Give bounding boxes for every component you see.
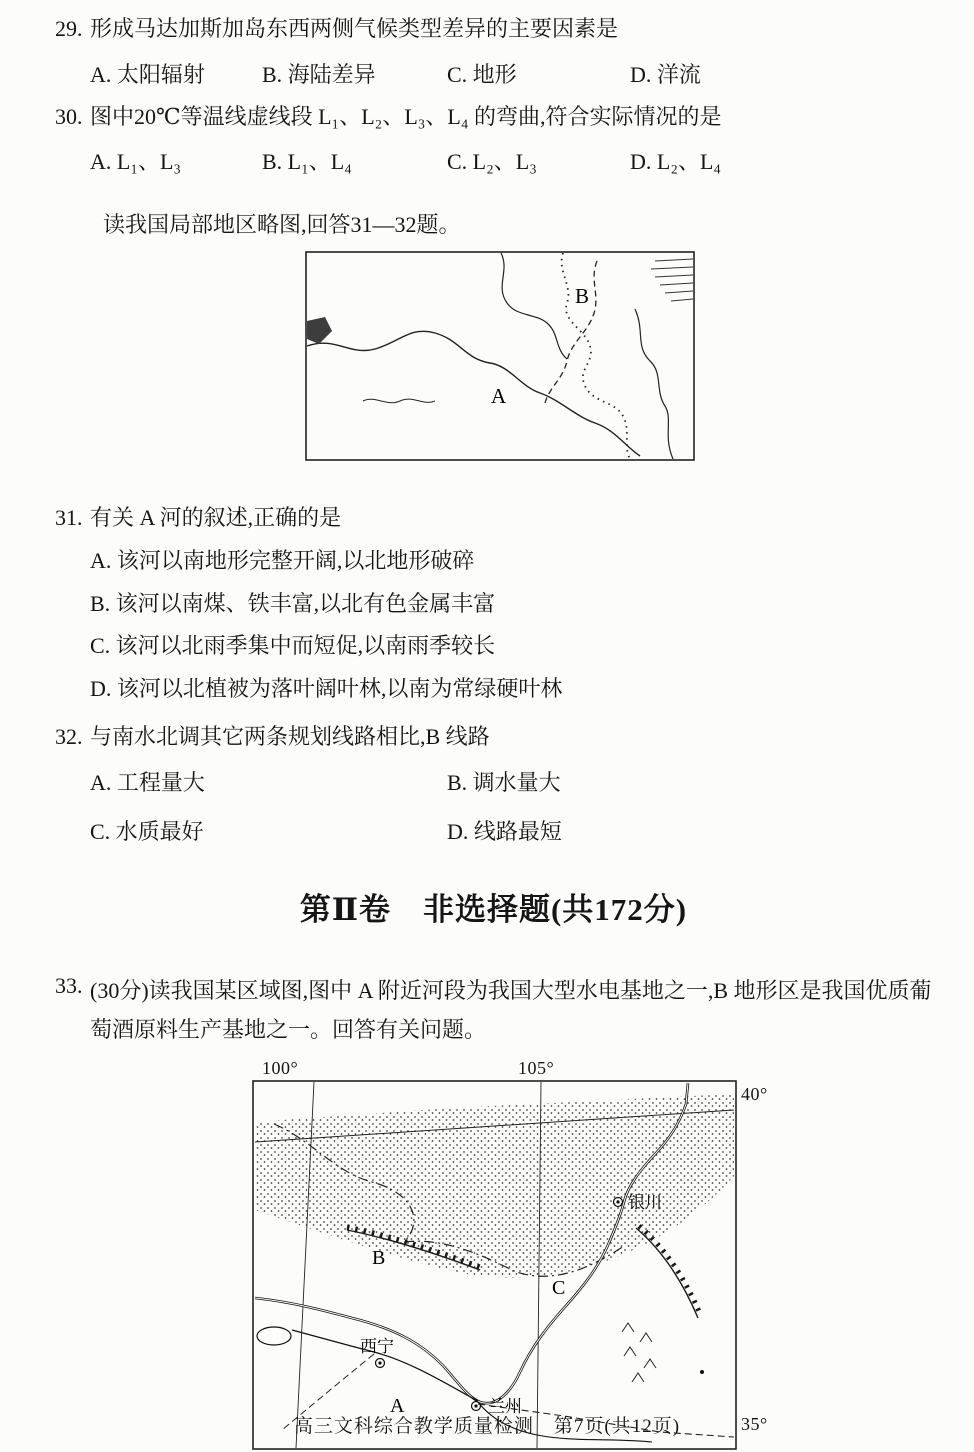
options-row bbox=[90, 58, 932, 89]
question-number: 29. bbox=[55, 16, 83, 41]
shaded-terrain-patch bbox=[307, 317, 332, 344]
question-number: 31. bbox=[55, 505, 83, 531]
map1-intro-text: 读我国局部地区略图,回答31—32题。 bbox=[103, 212, 461, 238]
city-lanzhou-symbol bbox=[472, 1401, 481, 1410]
desert-stipple-region bbox=[255, 1094, 734, 1278]
option-d: D. 洋流 bbox=[630, 61, 701, 87]
map-border bbox=[306, 252, 694, 460]
longitude-label-105: 105° bbox=[518, 1057, 555, 1078]
qinghai-lake bbox=[257, 1327, 291, 1345]
map-label-a: A bbox=[390, 1394, 405, 1417]
question-number: 33. bbox=[55, 972, 83, 998]
option-d: D. 线路最短 bbox=[447, 818, 562, 844]
option-a: A. 工程量大 bbox=[90, 769, 205, 795]
route-b-dashed-line bbox=[545, 261, 597, 403]
option-b: B. 海陆差异 bbox=[262, 61, 376, 87]
question-stem: 图中20℃等温线虚线段 L₁、L₂、L₃、L₄ 的弯曲,符合实际情况的是 bbox=[90, 103, 722, 129]
china-partial-region-map bbox=[305, 251, 695, 461]
river-a bbox=[307, 332, 640, 457]
city-label-xining: 西宁 bbox=[360, 1336, 394, 1356]
question-stem: 形成马达加斯加岛东西两侧气候类型差异的主要因素是 bbox=[90, 16, 619, 41]
latitude-label-40: 40° bbox=[741, 1083, 768, 1104]
question-31 bbox=[55, 503, 932, 703]
question-29 bbox=[55, 14, 932, 89]
map-label-b: B bbox=[575, 284, 590, 309]
options-list bbox=[90, 546, 932, 704]
option-a: A. L₁、L₃ bbox=[90, 149, 182, 175]
question-30 bbox=[55, 102, 932, 177]
question-stem: 有关 A 河的叙述,正确的是 bbox=[90, 505, 342, 531]
map-label-c: C bbox=[552, 1276, 566, 1299]
minor-stream bbox=[363, 400, 435, 404]
option-d: D. 该河以北植被为落叶阔叶林,以南为常绿硬叶林 bbox=[90, 676, 563, 702]
yellow-river-region-map bbox=[252, 1080, 737, 1450]
question-number: 32. bbox=[55, 723, 83, 749]
question-stem: (30分)读我国某区域图,图中 A 附近河段为我国大型水电基地之一,B 地形区是我国优质葡萄酒原料生产基地之一。回答有关问题。 bbox=[90, 977, 932, 1043]
latitude-label-35: 35° bbox=[741, 1413, 768, 1434]
map-label-b: B bbox=[372, 1246, 386, 1269]
map1-figure bbox=[305, 251, 695, 461]
northern-river bbox=[501, 253, 567, 359]
option-c: C. 该河以北雨季集中而短促,以南雨季较长 bbox=[90, 633, 496, 659]
option-c: C. 地形 bbox=[447, 61, 517, 87]
question-33 bbox=[55, 971, 932, 1050]
question-32 bbox=[55, 722, 932, 846]
option-a: A. 太阳辐射 bbox=[90, 61, 205, 87]
section-2-heading: 第Ⅱ卷 非选择题(共172分) bbox=[299, 891, 688, 927]
option-b: B. 调水量大 bbox=[447, 769, 561, 795]
options-grid bbox=[90, 766, 932, 846]
city-label-yinchuan: 银川 bbox=[628, 1192, 662, 1212]
page-footer: 高三文科综合教学质量检测 第7页(共12页) bbox=[293, 1416, 681, 1437]
coastline bbox=[635, 309, 673, 459]
option-a: A. 该河以南地形完整开阔,以北地形破碎 bbox=[90, 548, 475, 574]
city-label-lanzhou: 兰州 bbox=[488, 1396, 522, 1416]
map2-figure bbox=[252, 1057, 797, 1450]
option-c: C. 水质最好 bbox=[90, 818, 204, 844]
dotted-coastline bbox=[562, 253, 630, 459]
mountain-ridge-marks bbox=[622, 1323, 656, 1382]
longitude-label-100: 100° bbox=[262, 1057, 299, 1078]
option-b: B. 该河以南煤、铁丰富,以北有色金属丰富 bbox=[90, 590, 496, 616]
option-d: D. L₂、L₄ bbox=[630, 149, 722, 175]
map-label-a: A bbox=[491, 384, 507, 409]
town-dot bbox=[700, 1370, 704, 1374]
option-c: C. L₂、L₃ bbox=[447, 149, 537, 175]
question-number: 30. bbox=[55, 103, 83, 129]
city-xining-symbol bbox=[376, 1358, 385, 1367]
options-row bbox=[90, 145, 932, 176]
option-b: B. L₁、L₄ bbox=[262, 149, 352, 175]
question-stem: 与南水北调其它两条规划线路相比,B 线路 bbox=[90, 723, 490, 749]
sea-hatch-lines bbox=[651, 259, 693, 301]
